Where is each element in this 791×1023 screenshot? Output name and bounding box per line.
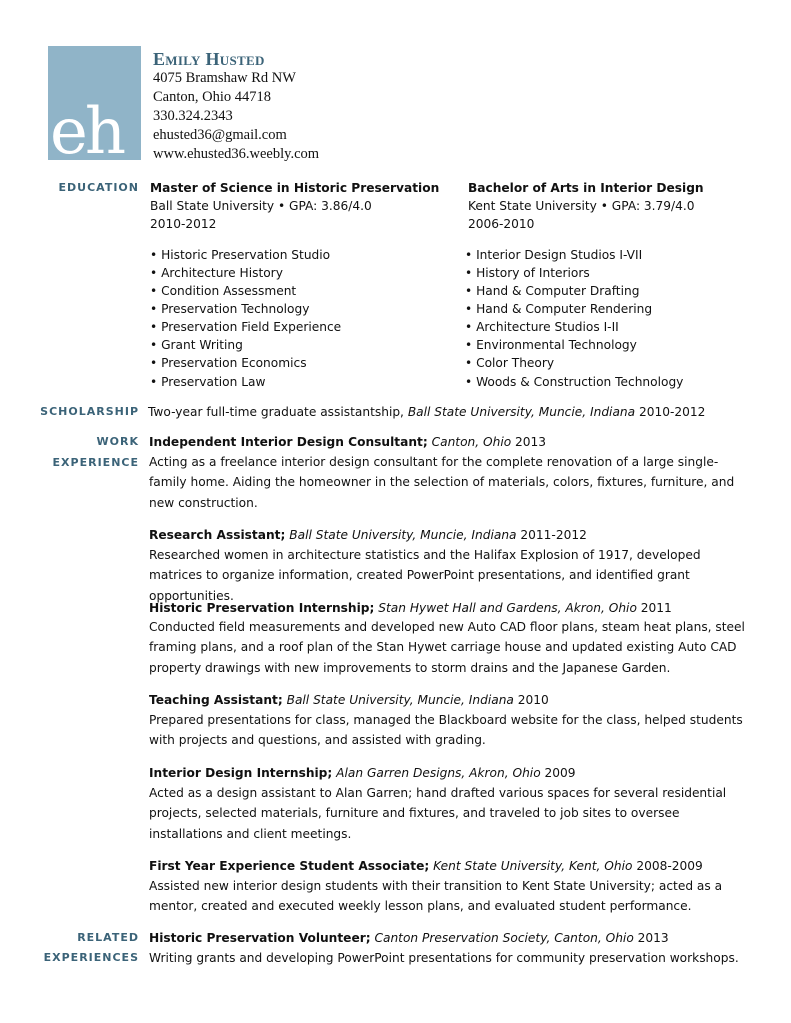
job-heading xyxy=(149,433,546,451)
job-heading xyxy=(149,691,549,709)
years-left: 2010-2012 xyxy=(150,217,217,231)
job-description: Researched women in architecture statistics and the Halifax Explosion of 1917, developed matrices to organize information, created PowerPoint presentations, and identified grant opportunities. xyxy=(149,548,701,603)
course-right: • Woods & Construction Technology xyxy=(465,375,684,389)
course-right: • Hand & Computer Drafting xyxy=(465,284,640,298)
section-education: EDUCATION xyxy=(58,181,139,194)
job-place: Kent State University, Kent, Ohio xyxy=(433,859,633,873)
course-left: • Grant Writing xyxy=(150,338,243,352)
address-line-2: Canton, Ohio 44718 xyxy=(153,89,272,105)
course-left: • Preservation Law xyxy=(150,375,266,389)
job-place: Ball State University, Muncie, Indiana xyxy=(286,693,514,707)
job-title: Research Assistant; xyxy=(149,528,286,542)
job-years: 2013 xyxy=(515,435,547,449)
scholarship-years: 2010-2012 xyxy=(638,405,706,419)
degree-right: Bachelor of Arts in Interior Design xyxy=(468,181,704,195)
resume-name: Emily Husted xyxy=(153,49,265,69)
scholarship-line xyxy=(148,403,705,421)
job-place: Stan Hywet Hall and Gardens, Akron, Ohio xyxy=(378,601,637,615)
section-related-2: EXPERIENCES xyxy=(43,951,139,964)
school-right: Kent State University • GPA: 3.79/4.0 xyxy=(468,199,695,213)
job-heading xyxy=(149,764,576,782)
section-related-1: RELATED xyxy=(77,931,139,944)
job-place: Ball State University, Muncie, Indiana xyxy=(289,528,517,542)
job-title: Historic Preservation Internship; xyxy=(149,601,375,615)
job-years: 2010 xyxy=(517,693,549,707)
website-link[interactable]: www.ehusted36.weebly.com xyxy=(153,146,320,162)
job-heading xyxy=(149,599,672,617)
course-right: • Interior Design Studios I-VII xyxy=(465,248,643,262)
job-years: 2009 xyxy=(544,766,576,780)
course-right: • History of Interiors xyxy=(465,266,590,280)
job-description: Acting as a freelance interior design consultant for the complete renovation of a large single-family home. Aiding the homeowner in the selection of materials, colors, fixtures, furniture, and new construction. xyxy=(149,455,735,510)
job-heading xyxy=(149,526,587,544)
course-left: • Condition Assessment xyxy=(150,284,297,298)
school-left: Ball State University • GPA: 3.86/4.0 xyxy=(150,199,372,213)
job-description: Prepared presentations for class, managed the Blackboard website for the class, helped students with projects and questions, and assisted with grading. xyxy=(149,713,743,748)
related-heading xyxy=(149,929,669,947)
related-description: Writing grants and developing PowerPoint presentations for community preservation workshops. xyxy=(149,951,739,965)
course-left: • Preservation Technology xyxy=(150,302,310,316)
phone: 330.324.2343 xyxy=(153,108,233,124)
job-title: Independent Interior Design Consultant; xyxy=(149,435,428,449)
job-title: Interior Design Internship; xyxy=(149,766,333,780)
related-place: Canton Preservation Society, Canton, Ohio xyxy=(374,931,634,945)
monogram-logo xyxy=(48,46,141,160)
course-right: • Architecture Studios I-II xyxy=(465,320,619,334)
job-years: 2008-2009 xyxy=(636,859,703,873)
scholarship-place: Ball State University, Muncie, Indiana xyxy=(407,405,636,419)
related-years: 2013 xyxy=(637,931,669,945)
section-work-2: EXPERIENCE xyxy=(52,456,139,469)
course-right: • Color Theory xyxy=(465,356,555,370)
job-place: Alan Garren Designs, Akron, Ohio xyxy=(336,766,541,780)
job-description: Conducted field measurements and developed new Auto CAD floor plans, steam heat plans, steel framing plans, and a roof plan of the Stan Hywet carriage house and updated existing Auto CAD property drawings with new improvements to storm drains and the Japanese Garden. xyxy=(149,620,745,675)
job-years: 2011-2012 xyxy=(520,528,587,542)
job-heading xyxy=(149,857,703,875)
job-description: Assisted new interior design students with their transition to Kent State University; acted as a mentor, created and executed weekly lesson plans, and evaluated student performance. xyxy=(149,879,723,914)
years-right: 2006-2010 xyxy=(468,217,535,231)
job-years: 2011 xyxy=(640,601,672,615)
address-line-1: 4075 Bramshaw Rd NW xyxy=(153,70,296,86)
course-left: • Preservation Economics xyxy=(150,356,307,370)
course-right: • Hand & Computer Rendering xyxy=(465,302,653,316)
job-place: Canton, Ohio xyxy=(431,435,512,449)
job-title: First Year Experience Student Associate; xyxy=(149,859,430,873)
scholarship-text: Two-year full-time graduate assistantship, xyxy=(148,405,404,419)
course-left: • Preservation Field Experience xyxy=(150,320,342,334)
degree-left: Master of Science in Historic Preservation xyxy=(150,181,440,195)
section-work-1: WORK xyxy=(96,435,139,448)
section-scholarship: SCHOLARSHIP xyxy=(40,405,139,418)
course-left: • Architecture History xyxy=(150,266,283,280)
related-title: Historic Preservation Volunteer; xyxy=(149,931,371,945)
monogram-text: eh xyxy=(50,95,124,160)
email-link[interactable]: ehusted36@gmail.com xyxy=(153,127,287,143)
job-title: Teaching Assistant; xyxy=(149,693,283,707)
course-left: • Historic Preservation Studio xyxy=(150,248,331,262)
course-right: • Environmental Technology xyxy=(465,338,637,352)
job-description: Acted as a design assistant to Alan Garren; hand drafted various spaces for several residential projects, selected materials, furniture and fixtures, and traveled to job sites to oversee installations and client meetings. xyxy=(149,786,727,841)
